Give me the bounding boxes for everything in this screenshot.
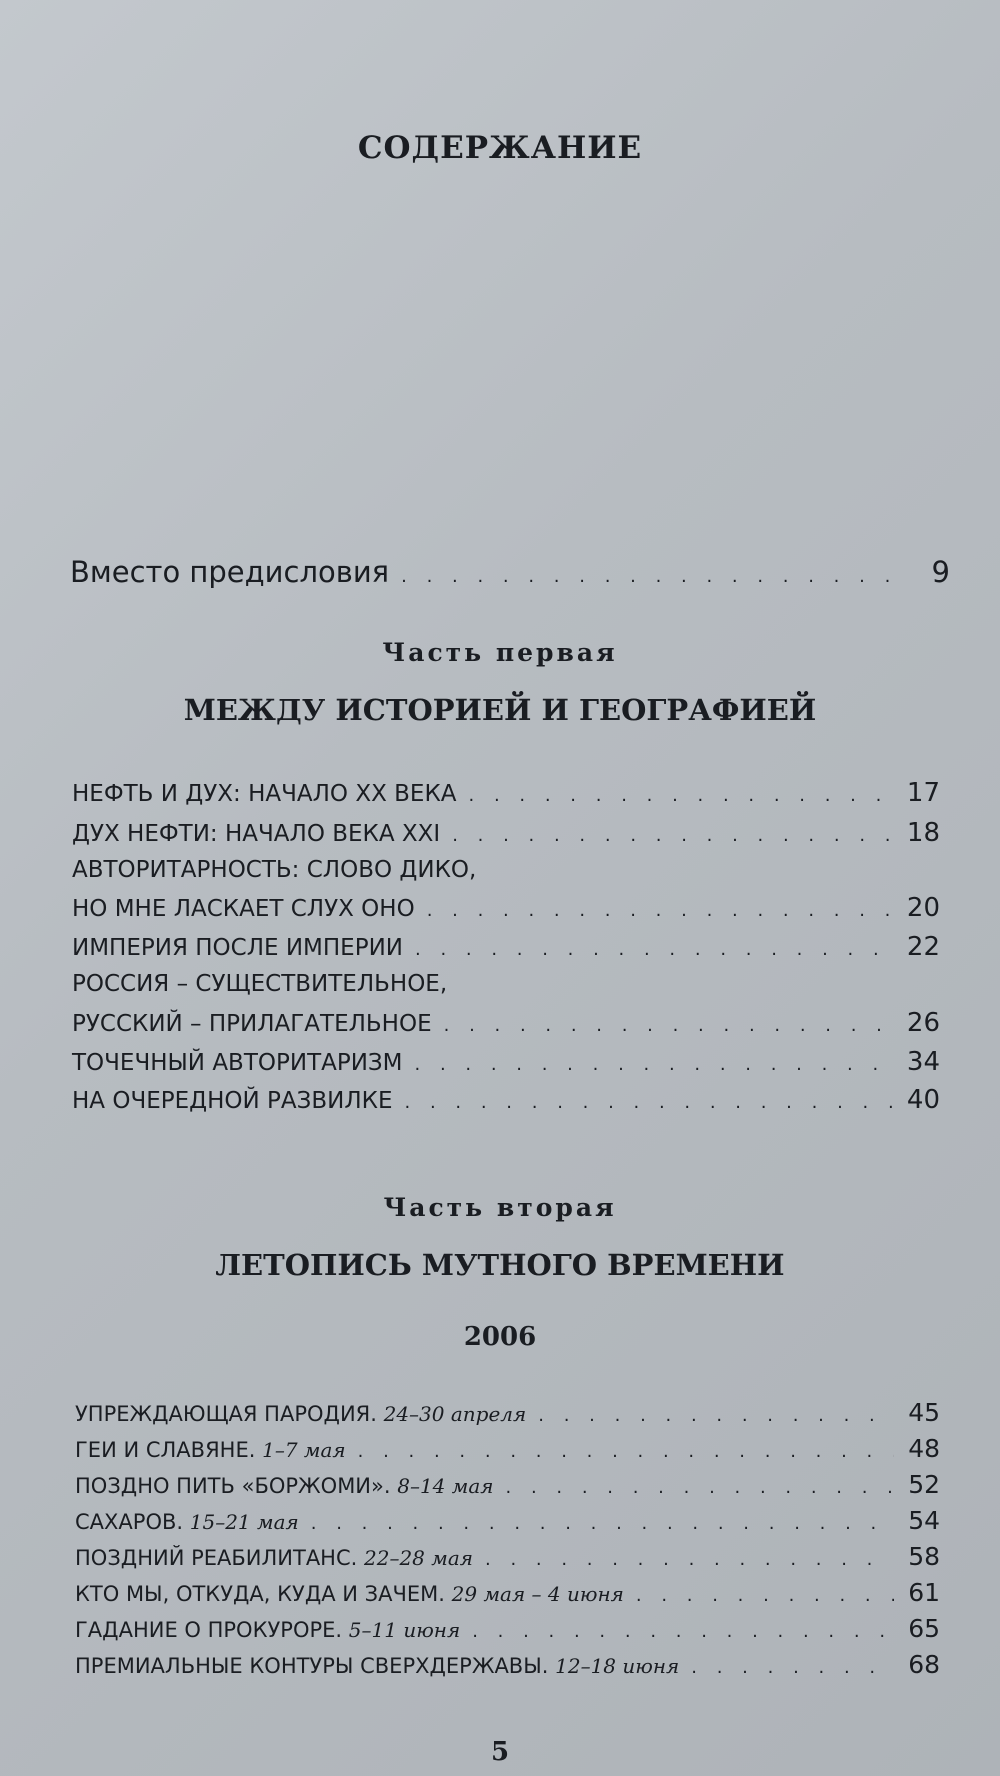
toc-page-number: 52 <box>908 1470 940 1499</box>
toc-entry-intro <box>70 555 950 589</box>
toc-entry-label: КТО МЫ, ОТКУДА, КУДА И ЗАЧЕМ. 29 мая – 4 июня <box>75 1582 624 1606</box>
toc-page-number: 20 <box>906 893 940 923</box>
toc-page-number: 65 <box>908 1614 940 1643</box>
toc-page-number: 40 <box>906 1085 940 1115</box>
toc-page-number: 58 <box>908 1542 940 1571</box>
dot-leader <box>452 825 893 846</box>
page-number-footer: 5 <box>490 1737 510 1767</box>
toc-entry-label: ГАДАНИЕ О ПРОКУРОРЕ. 5–11 июня <box>75 1618 461 1642</box>
toc-entry-label: НА ОЧЕРЕДНОЙ РАЗВИЛКЕ <box>72 1088 393 1114</box>
page-title: СОДЕРЖАНИЕ <box>357 130 643 166</box>
toc-entry-date: 15–21 мая <box>189 1510 299 1534</box>
toc-entry-label: ПОЗДНО ПИТЬ «БОРЖОМИ». 8–14 мая <box>75 1474 494 1498</box>
toc-page-number: 54 <box>908 1506 940 1535</box>
toc-entry-label: Вместо предисловия <box>70 555 390 589</box>
dot-leader <box>636 1585 894 1606</box>
toc-entry <box>75 1434 940 1463</box>
toc-entry-label: ПРЕМИАЛЬНЫЕ КОНТУРЫ СВЕРХДЕРЖАВЫ. 12–18 июня <box>75 1654 680 1678</box>
toc-entry <box>75 1542 940 1571</box>
dot-leader <box>311 1513 894 1534</box>
dot-leader <box>506 1477 895 1498</box>
toc-entry-date: 8–14 мая <box>397 1474 494 1498</box>
toc-entry <box>72 1085 940 1115</box>
dot-leader <box>538 1405 894 1426</box>
toc-entry <box>75 1614 940 1643</box>
toc-entry-date: 22–28 мая <box>364 1546 474 1570</box>
toc-entry-date: 5–11 июня <box>348 1618 461 1642</box>
toc-entry <box>72 818 940 848</box>
dot-leader <box>358 1441 895 1462</box>
toc-entry <box>72 893 940 923</box>
dot-leader <box>427 900 893 921</box>
part-label: Часть первая <box>382 638 618 667</box>
toc-page-number: 68 <box>908 1650 940 1679</box>
toc-entry-date: 12–18 июня <box>555 1654 680 1678</box>
toc-entry <box>75 1650 940 1679</box>
toc-page-number: 17 <box>906 778 940 808</box>
toc-entry-label: ИМПЕРИЯ ПОСЛЕ ИМПЕРИИ <box>72 935 403 961</box>
toc-entry-label: ПОЗДНИЙ РЕАБИЛИТАНС. 22–28 мая <box>75 1546 474 1570</box>
toc-entry-date: 29 мая – 4 июня <box>451 1582 624 1606</box>
toc-page-number: 61 <box>908 1578 940 1607</box>
toc-entry <box>72 1008 940 1038</box>
toc-entry <box>75 1398 940 1427</box>
toc-entry-date: 24–30 апреля <box>383 1402 527 1426</box>
toc-entry-date: 1–7 мая <box>262 1438 346 1462</box>
toc-entry-first-line: АВТОРИТАРНОСТЬ: СЛОВО ДИКО, <box>72 857 477 883</box>
year-heading: 2006 <box>463 1322 537 1352</box>
dot-leader <box>485 1549 894 1570</box>
toc-entry-label: НО МНЕ ЛАСКАЕТ СЛУХ ОНО <box>72 896 415 922</box>
toc-page-number: 34 <box>906 1047 940 1077</box>
toc-page-number: 26 <box>906 1008 940 1038</box>
dot-leader <box>405 1092 893 1113</box>
part-label: Часть вторая <box>383 1193 617 1222</box>
toc-entry-first-line: РОССИЯ – СУЩЕСТВИТЕЛЬНОЕ, <box>72 971 448 997</box>
dot-leader <box>469 785 893 806</box>
toc-entry-label: ТОЧЕЧНЫЙ АВТОРИТАРИЗМ <box>72 1050 403 1076</box>
dot-leader <box>472 1621 894 1642</box>
toc-entry <box>72 778 940 808</box>
toc-page-number: 22 <box>906 932 940 962</box>
dot-leader <box>415 1054 893 1075</box>
toc-page-number: 9 <box>931 555 950 589</box>
toc-page-number: 48 <box>908 1434 940 1463</box>
toc-entry-label: РУССКИЙ – ПРИЛАГАТЕЛЬНОЕ <box>72 1011 432 1037</box>
toc-entry <box>72 932 940 962</box>
part-title: ЛЕТОПИСЬ МУТНОГО ВРЕМЕНИ <box>215 1248 785 1282</box>
toc-page-number: 45 <box>908 1398 940 1427</box>
dot-leader <box>444 1015 893 1036</box>
part-title: МЕЖДУ ИСТОРИЕЙ И ГЕОГРАФИЕЙ <box>183 693 817 727</box>
toc-entry-label: САХАРОВ. 15–21 мая <box>75 1510 299 1534</box>
toc-entry-label: НЕФТЬ И ДУХ: НАЧАЛО XX ВЕКА <box>72 781 457 807</box>
toc-entry <box>75 1578 940 1607</box>
toc-entry-label: ДУХ НЕФТИ: НАЧАЛО ВЕКА XXI <box>72 821 441 847</box>
toc-entry-label: УПРЕЖДАЮЩАЯ ПАРОДИЯ. 24–30 апреля <box>75 1402 527 1426</box>
toc-page-number: 18 <box>906 818 940 848</box>
dot-leader <box>415 939 893 960</box>
toc-entry <box>75 1506 940 1535</box>
toc-entry-label: ГЕИ И СЛАВЯНЕ. 1–7 мая <box>75 1438 346 1462</box>
toc-entry <box>72 1047 940 1077</box>
dot-leader <box>691 1657 894 1678</box>
dot-leader <box>401 566 906 587</box>
toc-entry <box>75 1470 940 1499</box>
